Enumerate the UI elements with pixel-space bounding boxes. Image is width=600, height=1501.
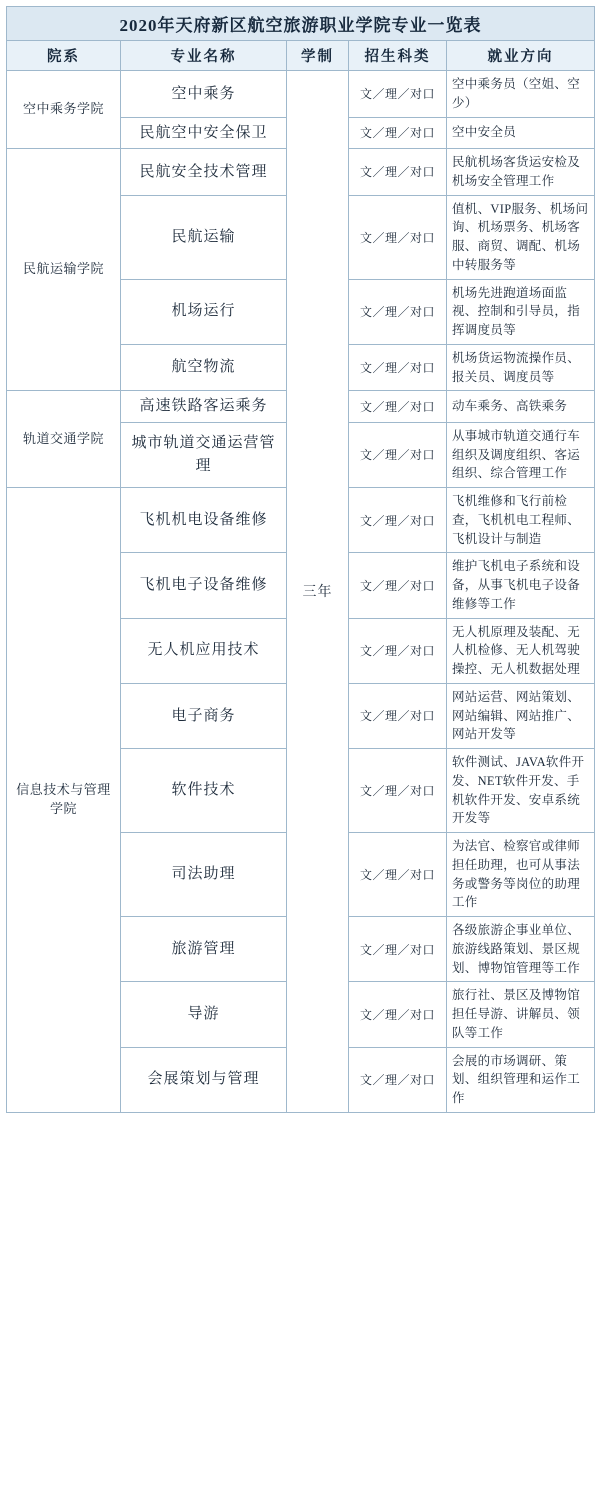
employment-direction: 会展的市场调研、策划、组织管理和运作工作	[447, 1047, 595, 1112]
enrollment-category: 文／理／对口	[349, 683, 447, 748]
enrollment-category: 文／理／对口	[349, 117, 447, 149]
employment-direction: 网站运营、网站策划、网站编辑、网站推广、网站开发等	[447, 683, 595, 748]
enrollment-category: 文／理／对口	[349, 488, 447, 553]
enrollment-category: 文／理／对口	[349, 344, 447, 391]
column-header: 院系	[7, 41, 121, 71]
employment-direction: 机场货运物流操作员、报关员、调度员等	[447, 344, 595, 391]
major-name: 导游	[121, 982, 287, 1047]
column-header: 专业名称	[121, 41, 287, 71]
column-header: 招生科类	[349, 41, 447, 71]
study-duration: 三年	[287, 71, 349, 1113]
enrollment-category: 文／理／对口	[349, 1047, 447, 1112]
employment-direction: 空中安全员	[447, 117, 595, 149]
enrollment-category: 文／理／对口	[349, 71, 447, 118]
employment-direction: 机场先进跑道场面监视、控制和引导员，指挥调度员等	[447, 279, 595, 344]
major-name: 飞机电子设备维修	[121, 553, 287, 618]
employment-direction: 值机、VIP服务、机场问询、机场票务、机场客服、商贸、调配、机场中转服务等	[447, 195, 595, 279]
major-name: 城市轨道交通运营管理	[121, 422, 287, 487]
employment-direction: 民航机场客货运安检及机场安全管理工作	[447, 149, 595, 196]
enrollment-category: 文／理／对口	[349, 553, 447, 618]
major-name: 软件技术	[121, 749, 287, 833]
table-row	[7, 71, 595, 118]
major-name: 航空物流	[121, 344, 287, 391]
enrollment-category: 文／理／对口	[349, 618, 447, 683]
enrollment-category: 文／理／对口	[349, 195, 447, 279]
department-name: 空中乘务学院	[7, 71, 121, 149]
major-list-table	[6, 6, 595, 1113]
employment-direction: 维护飞机电子系统和设备，从事飞机电子设备维修等工作	[447, 553, 595, 618]
major-name: 民航运输	[121, 195, 287, 279]
enrollment-category: 文／理／对口	[349, 833, 447, 917]
employment-direction: 飞机维修和飞行前检查，飞机机电工程师、飞机设计与制造	[447, 488, 595, 553]
department-name: 信息技术与管理学院	[7, 488, 121, 1113]
table-header-row	[7, 41, 595, 71]
employment-direction: 为法官、检察官或律师担任助理，也可从事法务或警务等岗位的助理工作	[447, 833, 595, 917]
major-name: 空中乘务	[121, 71, 287, 118]
column-header: 就业方向	[447, 41, 595, 71]
major-name: 民航空中安全保卫	[121, 117, 287, 149]
major-name: 无人机应用技术	[121, 618, 287, 683]
major-name: 飞机机电设备维修	[121, 488, 287, 553]
employment-direction: 旅行社、景区及博物馆担任导游、讲解员、领队等工作	[447, 982, 595, 1047]
employment-direction: 无人机原理及装配、无人机检修、无人机驾驶操控、无人机数据处理	[447, 618, 595, 683]
major-name: 高速铁路客运乘务	[121, 391, 287, 423]
enrollment-category: 文／理／对口	[349, 422, 447, 487]
enrollment-category: 文／理／对口	[349, 749, 447, 833]
department-name: 轨道交通学院	[7, 391, 121, 488]
major-name: 会展策划与管理	[121, 1047, 287, 1112]
employment-direction: 软件测试、JAVA软件开发、NET软件开发、手机软件开发、安卓系统开发等	[447, 749, 595, 833]
table-title-row	[7, 7, 595, 41]
major-name: 民航安全技术管理	[121, 149, 287, 196]
department-name: 民航运输学院	[7, 149, 121, 391]
enrollment-category: 文／理／对口	[349, 279, 447, 344]
employment-direction: 从事城市轨道交通行车组织及调度组织、客运组织、综合管理工作	[447, 422, 595, 487]
major-name: 旅游管理	[121, 917, 287, 982]
table-title: 2020年天府新区航空旅游职业学院专业一览表	[7, 7, 595, 41]
enrollment-category: 文／理／对口	[349, 149, 447, 196]
major-name: 机场运行	[121, 279, 287, 344]
employment-direction: 各级旅游企事业单位、旅游线路策划、景区规划、博物馆管理等工作	[447, 917, 595, 982]
enrollment-category: 文／理／对口	[349, 917, 447, 982]
major-name: 司法助理	[121, 833, 287, 917]
employment-direction: 动车乘务、高铁乘务	[447, 391, 595, 423]
column-header: 学制	[287, 41, 349, 71]
major-name: 电子商务	[121, 683, 287, 748]
enrollment-category: 文／理／对口	[349, 982, 447, 1047]
enrollment-category: 文／理／对口	[349, 391, 447, 423]
employment-direction: 空中乘务员（空姐、空少）	[447, 71, 595, 118]
